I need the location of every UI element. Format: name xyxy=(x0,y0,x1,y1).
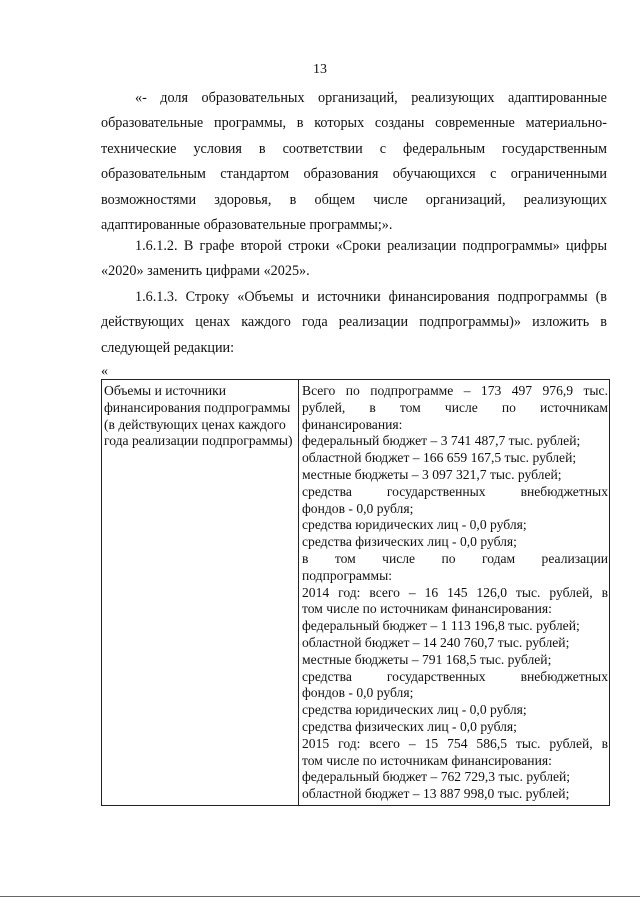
opening-quote-mark: « xyxy=(101,364,108,379)
table-right-line: местные бюджеты – 791 168,5 тыс. рублей; xyxy=(302,651,552,667)
table-right-line: средства государственных внебюджетных xyxy=(302,483,608,499)
table-right-line: областной бюджет – 166 659 167,5 тыс. рублей; xyxy=(302,450,577,466)
table-right-line: средства юридических лиц - 0,0 рубля; xyxy=(302,517,527,533)
paragraph-amendment-1-6-1-3: 1.6.1.3. Строку «Объемы и источники финансирования подпрограммы (в действующих ценах каждого года реализации подпрограммы)» изложить в следующей редакции: xyxy=(101,289,607,356)
table-right-line: фондов - 0,0 рубля; xyxy=(302,500,414,516)
paragraph-indicator-text: «- доля образовательных организаций, реализующих адаптированные образовательные программы, в которых созданы современные материально-технические условия в соответствии с федеральным государственным образовательным стандартом образования обучающихся с ограниченными возможностями здоровья, в общем числе организаций, реализующих адаптированные образовательные программы;». xyxy=(101,90,607,234)
table-right-line: том числе по источникам финансирования: xyxy=(302,752,552,768)
table-right-line: федеральный бюджет – 1 113 196,8 тыс. рублей; xyxy=(302,618,580,634)
table-right-line: том числе по источникам финансирования: xyxy=(302,601,552,617)
table-right-line: рублей, в том числе по источникам xyxy=(302,399,608,415)
table-column-divider xyxy=(298,380,299,805)
table-right-cell xyxy=(302,383,608,803)
table-right-line: федеральный бюджет – 762 729,3 тыс. рублей; xyxy=(302,769,571,785)
funding-table xyxy=(101,379,610,806)
table-right-line: подпрограммы: xyxy=(302,567,392,583)
table-right-line: федеральный бюджет – 3 741 487,7 тыс. рублей; xyxy=(302,433,581,449)
table-left-cell: Объемы и источники финансирования подпрограммы (в действующих ценах каждого года реализации подпрограммы) xyxy=(104,383,293,449)
paragraph-amendment-1-6-1-2: 1.6.1.2. В графе второй строки «Сроки реализации подпрограммы» цифры «2020» заменить цифрами «2025». xyxy=(101,238,607,280)
table-right-line: средства физических лиц - 0,0 рубля; xyxy=(302,718,517,734)
table-right-line: средства физических лиц - 0,0 рубля; xyxy=(302,534,517,550)
table-right-line: 2014 год: всего – 16 145 126,0 тыс. рублей, в xyxy=(302,584,608,600)
table-right-line: фондов - 0,0 рубля; xyxy=(302,685,414,701)
bottom-page-rule xyxy=(0,896,640,897)
table-right-line: в том числе по годам реализации xyxy=(302,550,608,566)
table-right-line: областной бюджет – 13 887 998,0 тыс. рублей; xyxy=(302,786,570,802)
table-right-line: областной бюджет – 14 240 760,7 тыс. рублей; xyxy=(302,634,570,650)
table-right-line: финансирования: xyxy=(302,416,403,432)
table-right-line: местные бюджеты – 3 097 321,7 тыс. рублей; xyxy=(302,466,562,482)
table-right-line: средства юридических лиц - 0,0 рубля; xyxy=(302,702,527,718)
table-right-line: 2015 год: всего – 15 754 586,5 тыс. рублей, в xyxy=(302,735,608,751)
table-right-line: средства государственных внебюджетных xyxy=(302,668,608,684)
page-number: 13 xyxy=(313,62,327,77)
table-right-line: Всего по подпрограмме – 173 497 976,9 тыс. xyxy=(302,383,608,398)
